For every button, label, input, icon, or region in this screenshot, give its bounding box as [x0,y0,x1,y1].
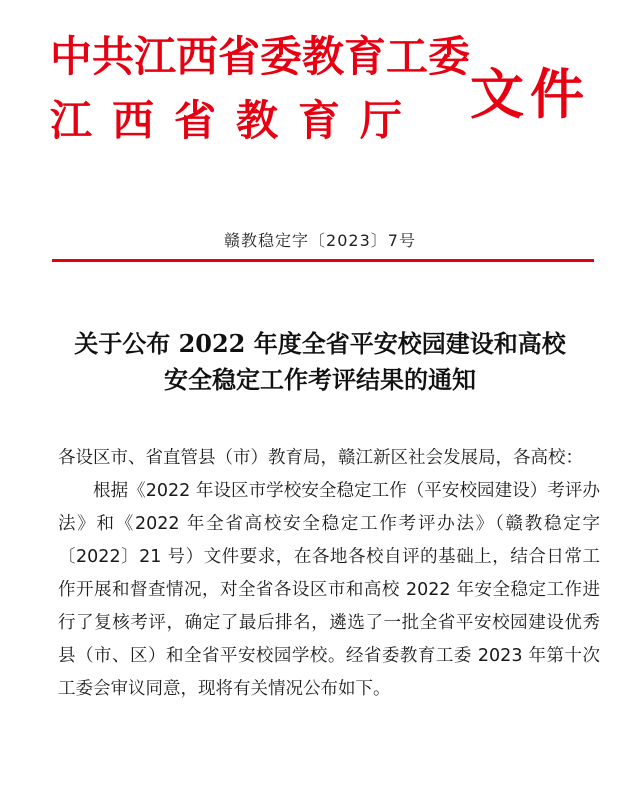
red-divider [52,259,594,262]
notice-title-line-1: 关于公布 2022 年度全省平安校园建设和高校 [74,329,566,358]
document-number: 赣教稳定字〔2023〕7号 [224,231,416,250]
issuer-line-1: 中共江西省委教育工委 [50,32,471,81]
body-paragraph: 根据《2022 年设区市学校安全稳定工作（平安校园建设）考评办法》和《2022 年全省高校安全稳定工作考评办法》（赣教稳定字〔2022〕21 号）文件要求，在各地各校自评的基础上，结合日常工作开展和督查情况，对全省各设区市和高校 2022 年安全稳定工作进行了复核考评，确定了最后排名，遴选了一批全省平安校园建设优秀县（市、区）和全省平安校园学校。经省委教育工委 2023 年第十次工委会审议同意，现将有关情况公布如下。 [58,481,600,699]
notice-body [58,442,600,706]
document-label: 文件 [470,62,590,126]
document-header [0,0,640,150]
addressee-line: 各设区市、省直管县（市）教育局，赣江新区社会发展局，各高校： [58,448,583,468]
notice-title-line-2: 安全稳定工作考评结果的通知 [164,365,476,394]
notice-title [40,326,600,398]
issuer-line-2: 江西省教育厅 [50,96,423,145]
